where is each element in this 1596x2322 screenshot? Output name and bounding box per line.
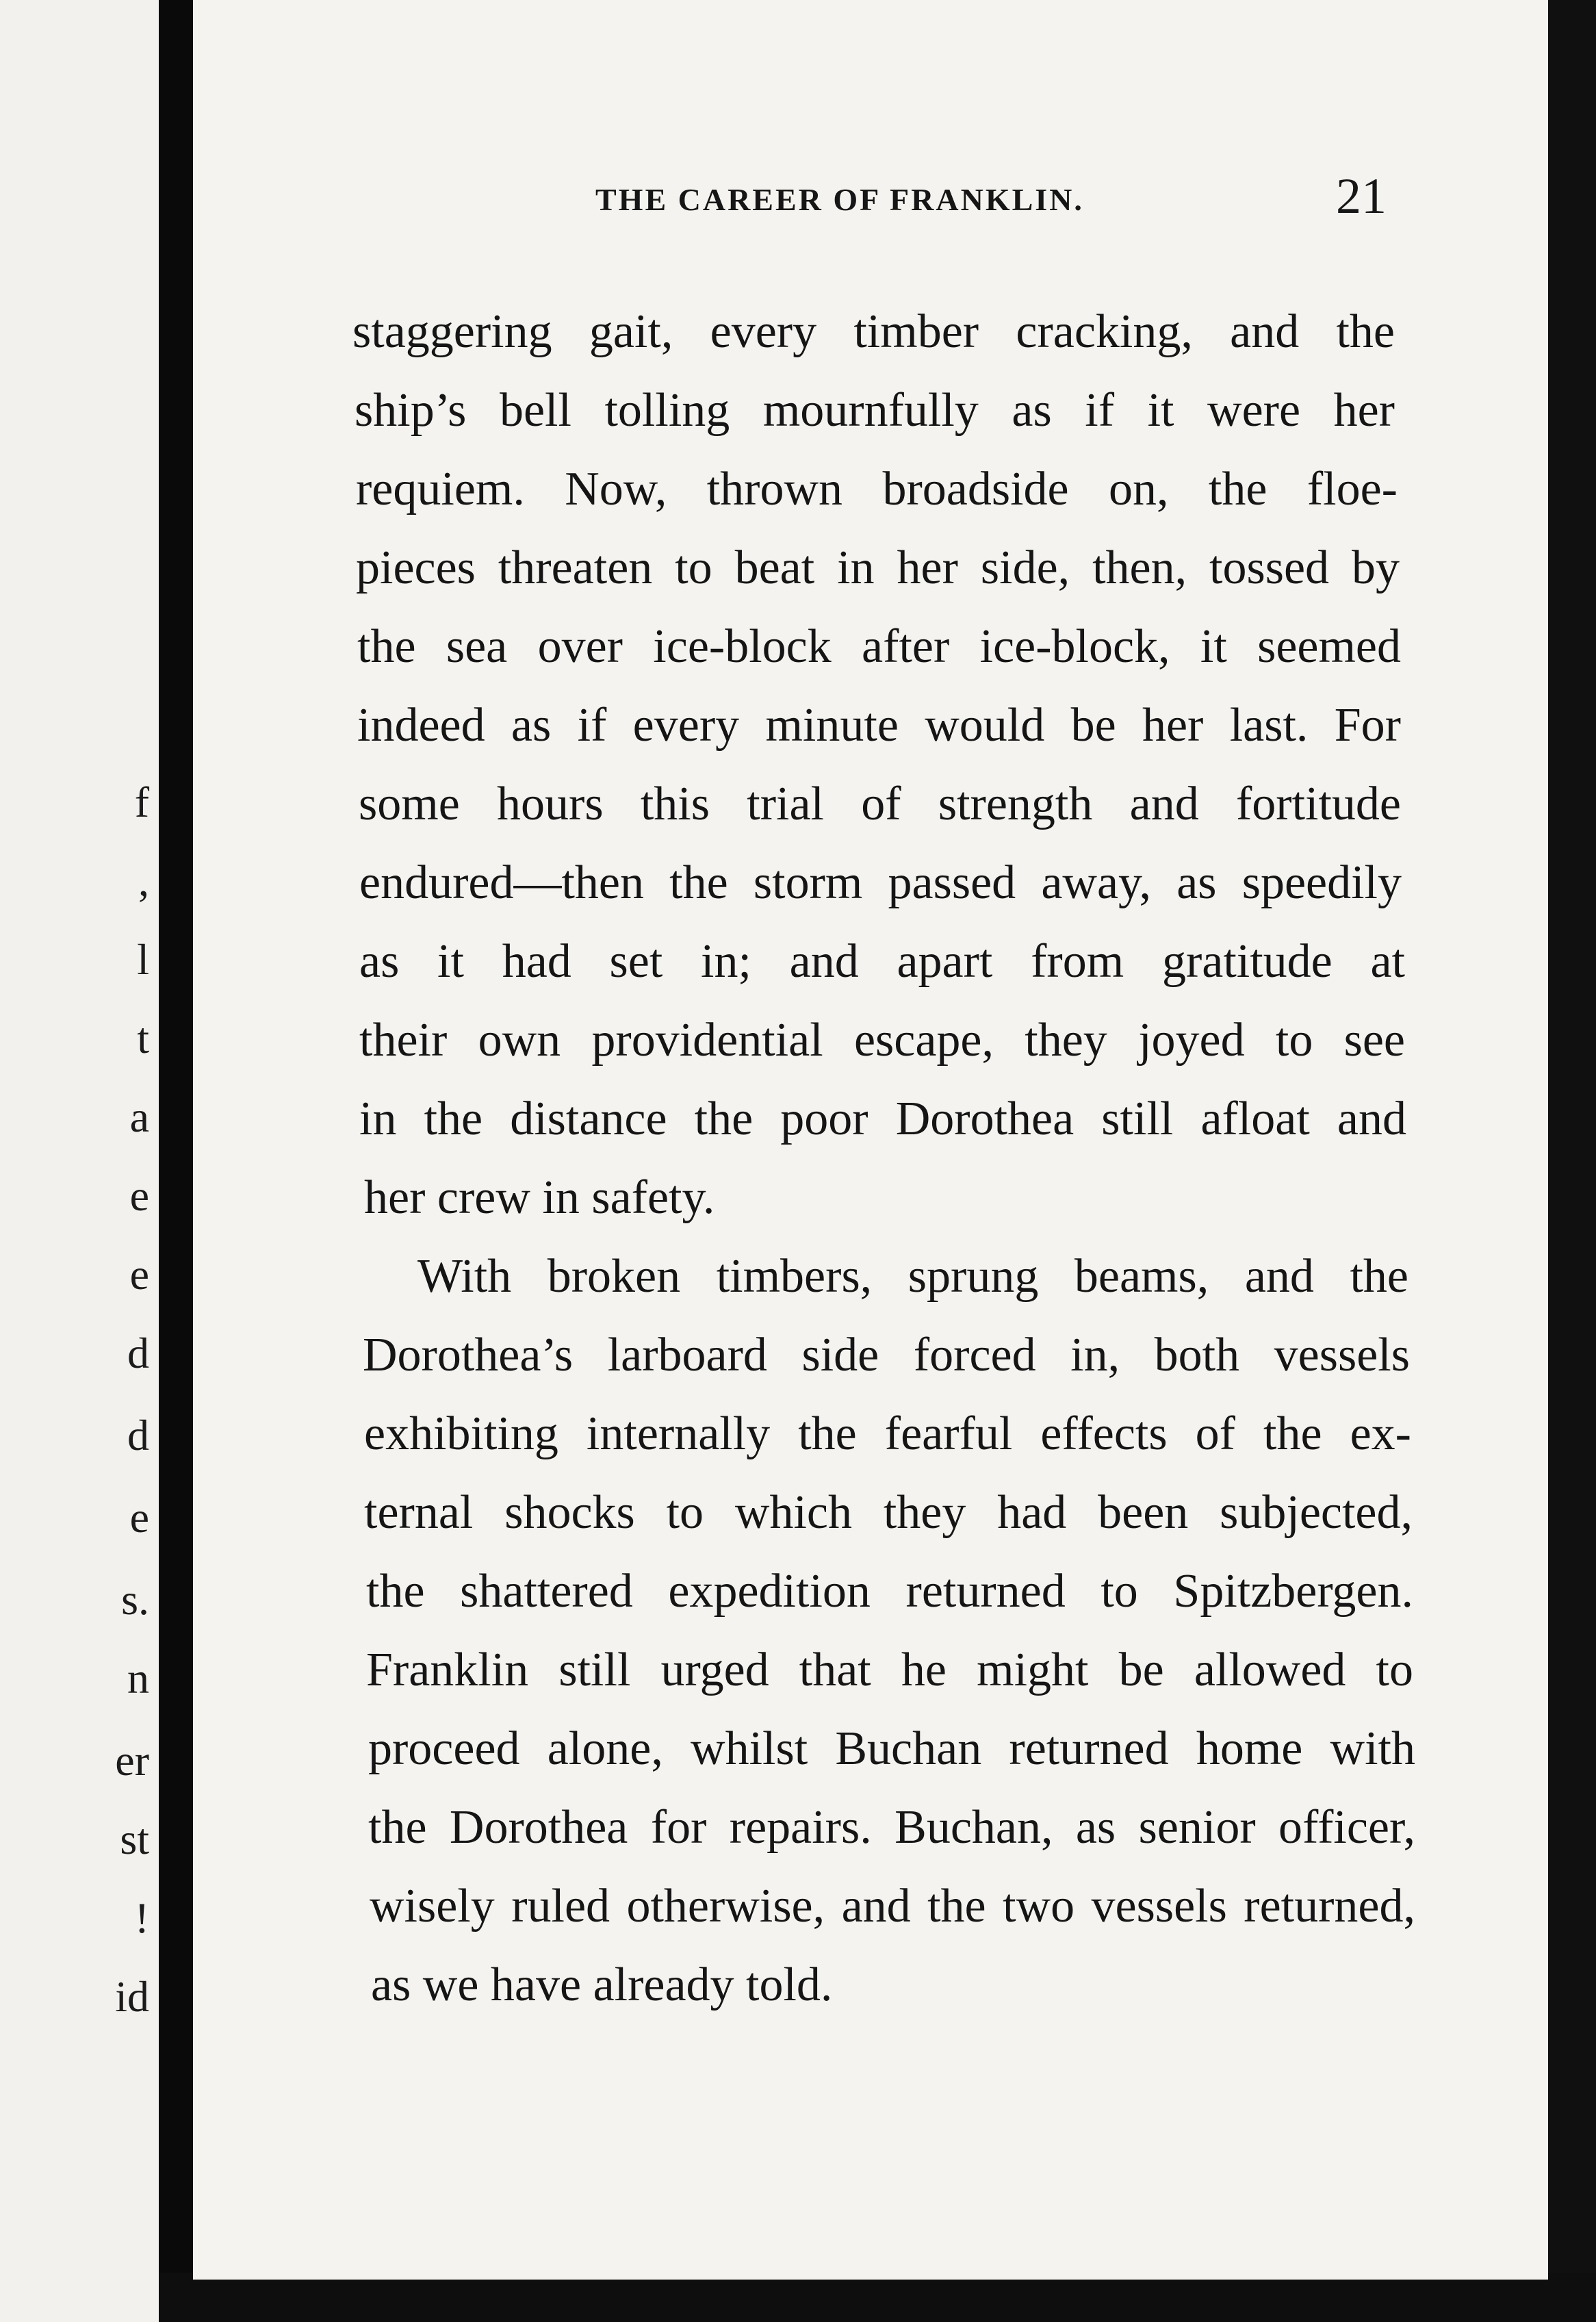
previous-page-edge bbox=[0, 0, 159, 2322]
body-line: their own providential escape, they joyed to see bbox=[359, 1014, 1405, 1067]
body-line: ternal shocks to which they had been subjected, bbox=[364, 1486, 1413, 1539]
body-line: requiem. Now, thrown broadside on, the floe- bbox=[356, 463, 1398, 515]
running-head: THE CAREER OF FRANKLIN. bbox=[595, 182, 1084, 217]
body-line: her crew in safety. bbox=[364, 1171, 715, 1224]
body-line: exhibiting internally the fearful effects of the ex- bbox=[364, 1407, 1411, 1460]
previous-page-fragment: f bbox=[134, 778, 149, 826]
previous-page-fragment: id bbox=[115, 1972, 149, 2021]
body-line: proceed alone, whilst Buchan returned home with bbox=[368, 1722, 1415, 1775]
previous-page-fragment: d bbox=[127, 1329, 149, 1377]
previous-page-fragment: s. bbox=[121, 1575, 149, 1624]
body-line: as we have already told. bbox=[371, 1959, 833, 2011]
body-line: as it had set in; and apart from gratitude at bbox=[359, 935, 1405, 988]
book-gutter bbox=[159, 0, 193, 2322]
previous-page-fragment: , bbox=[138, 856, 149, 905]
previous-page-fragment: er bbox=[115, 1736, 149, 1785]
body-line: the Dorothea for repairs. Buchan, as senior officer, bbox=[368, 1801, 1415, 1854]
body-line: staggering gait, every timber cracking, and the bbox=[352, 305, 1395, 358]
body-line: in the distance the poor Dorothea still afloat and bbox=[359, 1093, 1406, 1145]
body-line: endured—then the storm passed away, as speedily bbox=[359, 856, 1402, 909]
previous-page-fragment: d bbox=[127, 1411, 149, 1459]
body-line: Franklin still urged that he might be allowed to bbox=[366, 1644, 1413, 1696]
previous-page-fragment: l bbox=[137, 935, 149, 984]
previous-page-fragment: t bbox=[137, 1014, 149, 1062]
body-line: With broken timbers, sprung beams, and the bbox=[417, 1250, 1408, 1303]
body-line: Dorothea’s larboard side forced in, both vessels bbox=[363, 1329, 1410, 1381]
previous-page-fragment: a bbox=[129, 1093, 149, 1141]
body-line: the shattered expedition returned to Spitzbergen. bbox=[366, 1565, 1413, 1618]
page-edge-right bbox=[1548, 0, 1596, 2322]
previous-page-fragment: e bbox=[129, 1171, 149, 1220]
previous-page-fragment: st bbox=[120, 1815, 149, 1863]
page-number: 21 bbox=[1336, 168, 1387, 225]
body-line: the sea over ice-block after ice-block, it seemed bbox=[357, 620, 1401, 673]
page-edge-bottom bbox=[159, 2273, 1596, 2322]
body-line: ship’s bell tolling mournfully as if it were her bbox=[355, 384, 1395, 437]
previous-page-fragment: e bbox=[129, 1493, 149, 1542]
body-line: wisely ruled otherwise, and the two vessels returned, bbox=[370, 1880, 1415, 1932]
previous-page-fragment: ! bbox=[134, 1893, 149, 1942]
previous-page-fragment: e bbox=[129, 1250, 149, 1299]
body-line: indeed as if every minute would be her last. For bbox=[357, 699, 1401, 752]
body-line: some hours this trial of strength and fortitude bbox=[359, 778, 1401, 830]
previous-page-fragment: n bbox=[127, 1654, 149, 1702]
body-line: pieces threaten to beat in her side, then, tossed by bbox=[356, 541, 1400, 594]
